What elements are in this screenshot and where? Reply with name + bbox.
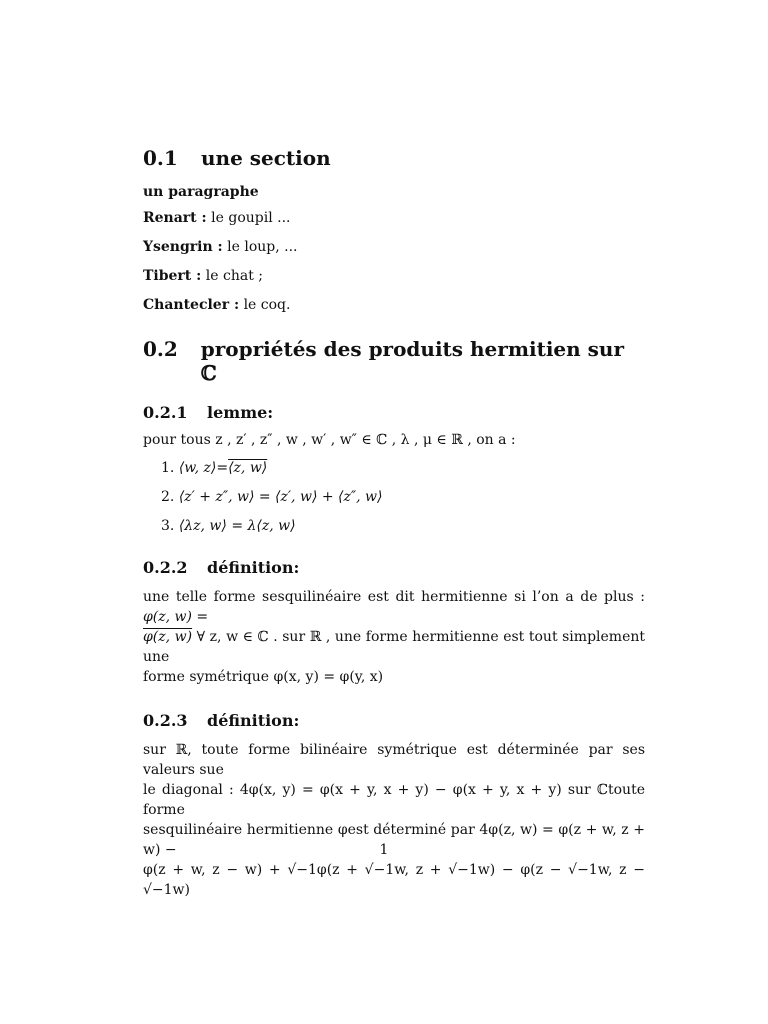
entry-list — [143, 210, 645, 313]
definition-line: le diagonal : 4φ(x, y) = φ(x + y, x + y) − φ(x + y, x + y) sur ℂtoute forme — [143, 782, 645, 818]
lemma-intro: pour tous z , z′ , z″ , w , w′ , w″ ∈ ℂ , λ , μ ∈ ℝ , on a : — [143, 432, 516, 448]
subsection-number: 0.2.2 — [143, 558, 188, 577]
subsection-title: lemme: — [207, 403, 274, 422]
entry-term: Renart : — [143, 210, 207, 226]
definition-line: φ(z + w, z − w) + √−1φ(z + √−1w, z + √−1w) − φ(z − √−1w, z − √−1w) — [143, 862, 645, 898]
subsection-number: 0.2.1 — [143, 403, 188, 422]
list-item — [143, 239, 645, 255]
section-heading-1 — [143, 146, 645, 170]
list-item — [161, 518, 645, 534]
definition-line — [143, 587, 645, 627]
definition-text: ∀ z, w ∈ ℂ . sur ℝ , une forme hermitienne est tout simplement une — [143, 629, 645, 665]
definition-formula-conjugate: φ(z, w) — [143, 629, 193, 645]
definition-formula: φ(z, w) = — [143, 609, 209, 625]
item-formula-conjugate: ⟨z, w⟩ — [228, 460, 268, 476]
page-number: 1 — [379, 842, 389, 858]
list-item — [161, 460, 645, 476]
item-formula: ⟨w, z⟩= — [178, 460, 229, 476]
definition-1-body — [143, 587, 645, 687]
section-number: 0.2 — [143, 337, 178, 361]
entry-term: Chantecler : — [143, 297, 240, 313]
section-heading-2 — [143, 337, 645, 385]
entry-desc: le chat ; — [205, 268, 263, 284]
definition-line: sur ℝ, toute forme bilinéaire symétrique est déterminée par ses valeurs sue — [143, 742, 645, 778]
section-title: propriétés des produits hermitien sur ℂ — [200, 337, 624, 385]
subsection-heading-lemme — [143, 403, 645, 422]
subsection-heading-definition-1 — [143, 558, 645, 577]
entry-desc: le goupil ... — [211, 210, 291, 226]
subsection-number: 0.2.3 — [143, 711, 188, 730]
list-item — [143, 268, 645, 284]
subsection-title: définition: — [207, 558, 300, 577]
list-item — [143, 297, 645, 313]
page-content — [143, 146, 645, 900]
definition-line: forme symétrique φ(x, y) = φ(y, x) — [143, 669, 384, 685]
list-item — [143, 210, 645, 226]
entry-term: Ysengrin : — [143, 239, 223, 255]
definition-text: une telle forme sesquilinéaire est dit hermitienne si l’on a de plus : — [143, 589, 645, 605]
definition-line: sesquilinéaire hermitienne φest déterminé par 4φ(z, w) = φ(z + w, z + w) − — [143, 822, 645, 858]
item-formula: ⟨λz, w⟩ = λ⟨z, w⟩ — [178, 518, 296, 534]
item-number: 1. — [161, 460, 175, 476]
list-item — [161, 489, 645, 505]
paragraph-title: un paragraphe — [143, 184, 259, 200]
entry-desc: le coq. — [243, 297, 291, 313]
definition-line — [143, 627, 645, 667]
subsection-title: définition: — [207, 711, 300, 730]
item-formula: ⟨z′ + z″, w⟩ = ⟨z′, w⟩ + ⟨z″, w⟩ — [178, 489, 383, 505]
lemma-list — [143, 460, 645, 534]
entry-term: Tibert : — [143, 268, 202, 284]
definition-2-body — [143, 740, 645, 900]
section-number: 0.1 — [143, 146, 178, 170]
section-title: une section — [201, 146, 331, 170]
subsection-heading-definition-2 — [143, 711, 645, 730]
item-number: 2. — [161, 489, 175, 505]
entry-desc: le loup, ... — [227, 239, 298, 255]
item-number: 3. — [161, 518, 175, 534]
